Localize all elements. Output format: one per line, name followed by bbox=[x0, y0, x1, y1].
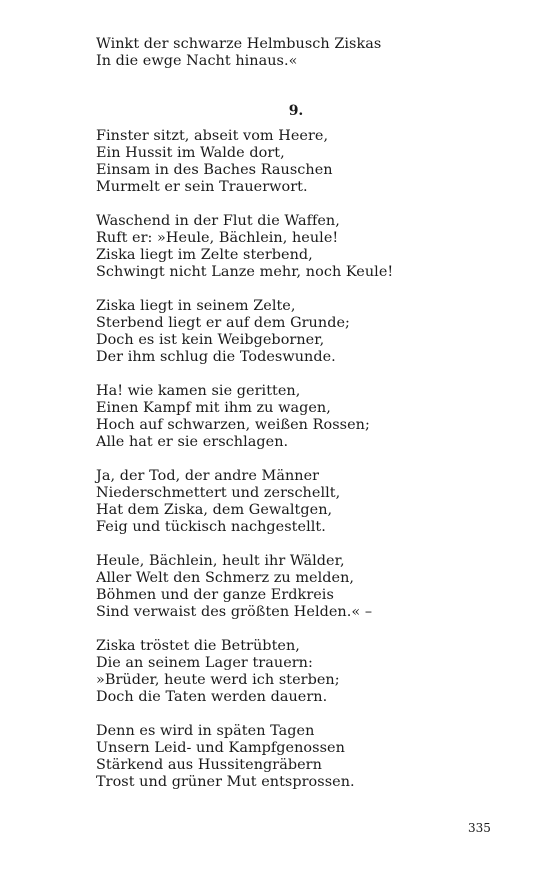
verse-line: Hat dem Ziska, dem Gewaltgen, bbox=[96, 502, 333, 518]
verse-line: Schwingt nicht Lanze mehr, noch Keule! bbox=[96, 264, 394, 280]
verse-line: Doch es ist kein Weibgeborner, bbox=[96, 332, 325, 348]
stanza-1 bbox=[96, 128, 496, 196]
verse-line: Einsam in des Baches Rauschen bbox=[96, 162, 333, 178]
verse-line: Finster sitzt, abseit vom Heere, bbox=[96, 128, 329, 144]
verse-line: Hoch auf schwarzen, weißen Rossen; bbox=[96, 417, 370, 433]
verse-line: Niederschmettert und zerschellt, bbox=[96, 485, 341, 501]
verse-line: Unsern Leid- und Kampfgenossen bbox=[96, 740, 345, 756]
verse-line: »Brüder, heute werd ich sterben; bbox=[96, 672, 340, 688]
verse-line: Waschend in der Flut die Waffen, bbox=[96, 213, 340, 229]
verse-line: Einen Kampf mit ihm zu wagen, bbox=[96, 400, 331, 416]
verse-line: Sind verwaist des größten Helden.« – bbox=[96, 604, 373, 620]
verse-line: Sterbend liegt er auf dem Grunde; bbox=[96, 315, 350, 331]
stanza-7 bbox=[96, 638, 496, 706]
verse-line: Winkt der schwarze Helmbusch Ziskas bbox=[96, 36, 382, 52]
stanza-6 bbox=[96, 553, 496, 621]
stanza-2 bbox=[96, 213, 496, 281]
section-number: 9. bbox=[288, 103, 304, 119]
verse-line: Feig und tückisch nachgestellt. bbox=[96, 519, 326, 535]
verse-line: Doch die Taten werden dauern. bbox=[96, 689, 328, 705]
verse-line: Der ihm schlug die Todeswunde. bbox=[96, 349, 336, 365]
verse-line: Murmelt er sein Trauerwort. bbox=[96, 179, 308, 195]
verse-line: Trost und grüner Mut entsprossen. bbox=[96, 774, 355, 790]
verse-line: Ziska liegt in seinem Zelte, bbox=[96, 298, 296, 314]
verse-line: Aller Welt den Schmerz zu melden, bbox=[96, 570, 355, 586]
verse-line: Böhmen und der ganze Erdkreis bbox=[96, 587, 334, 603]
verse-line: Ziska tröstet die Betrübten, bbox=[96, 638, 300, 654]
stanza-5 bbox=[96, 468, 496, 536]
verse-line: Denn es wird in späten Tagen bbox=[96, 723, 315, 739]
poem-page bbox=[96, 36, 496, 791]
verse-line: Ha! wie kamen sie geritten, bbox=[96, 383, 301, 399]
verse-line: Heule, Bächlein, heult ihr Wälder, bbox=[96, 553, 345, 569]
verse-line: In die ewge Nacht hinaus.« bbox=[96, 53, 298, 69]
verse-line: Ja, der Tod, der andre Männer bbox=[96, 468, 320, 484]
verse-line: Ziska liegt im Zelte sterbend, bbox=[96, 247, 313, 263]
intro-stanza bbox=[96, 36, 496, 70]
verse-line: Stärkend aus Hussitengräbern bbox=[96, 757, 322, 773]
verse-line: Ruft er: »Heule, Bächlein, heule! bbox=[96, 230, 339, 246]
verse-line: Die an seinem Lager trauern: bbox=[96, 655, 313, 671]
stanza-8 bbox=[96, 723, 496, 791]
stanza-4 bbox=[96, 383, 496, 451]
verse-line: Ein Hussit im Walde dort, bbox=[96, 145, 285, 161]
stanza-3 bbox=[96, 298, 496, 366]
page-number: 335 bbox=[468, 821, 491, 835]
verse-line: Alle hat er sie erschlagen. bbox=[96, 434, 289, 450]
